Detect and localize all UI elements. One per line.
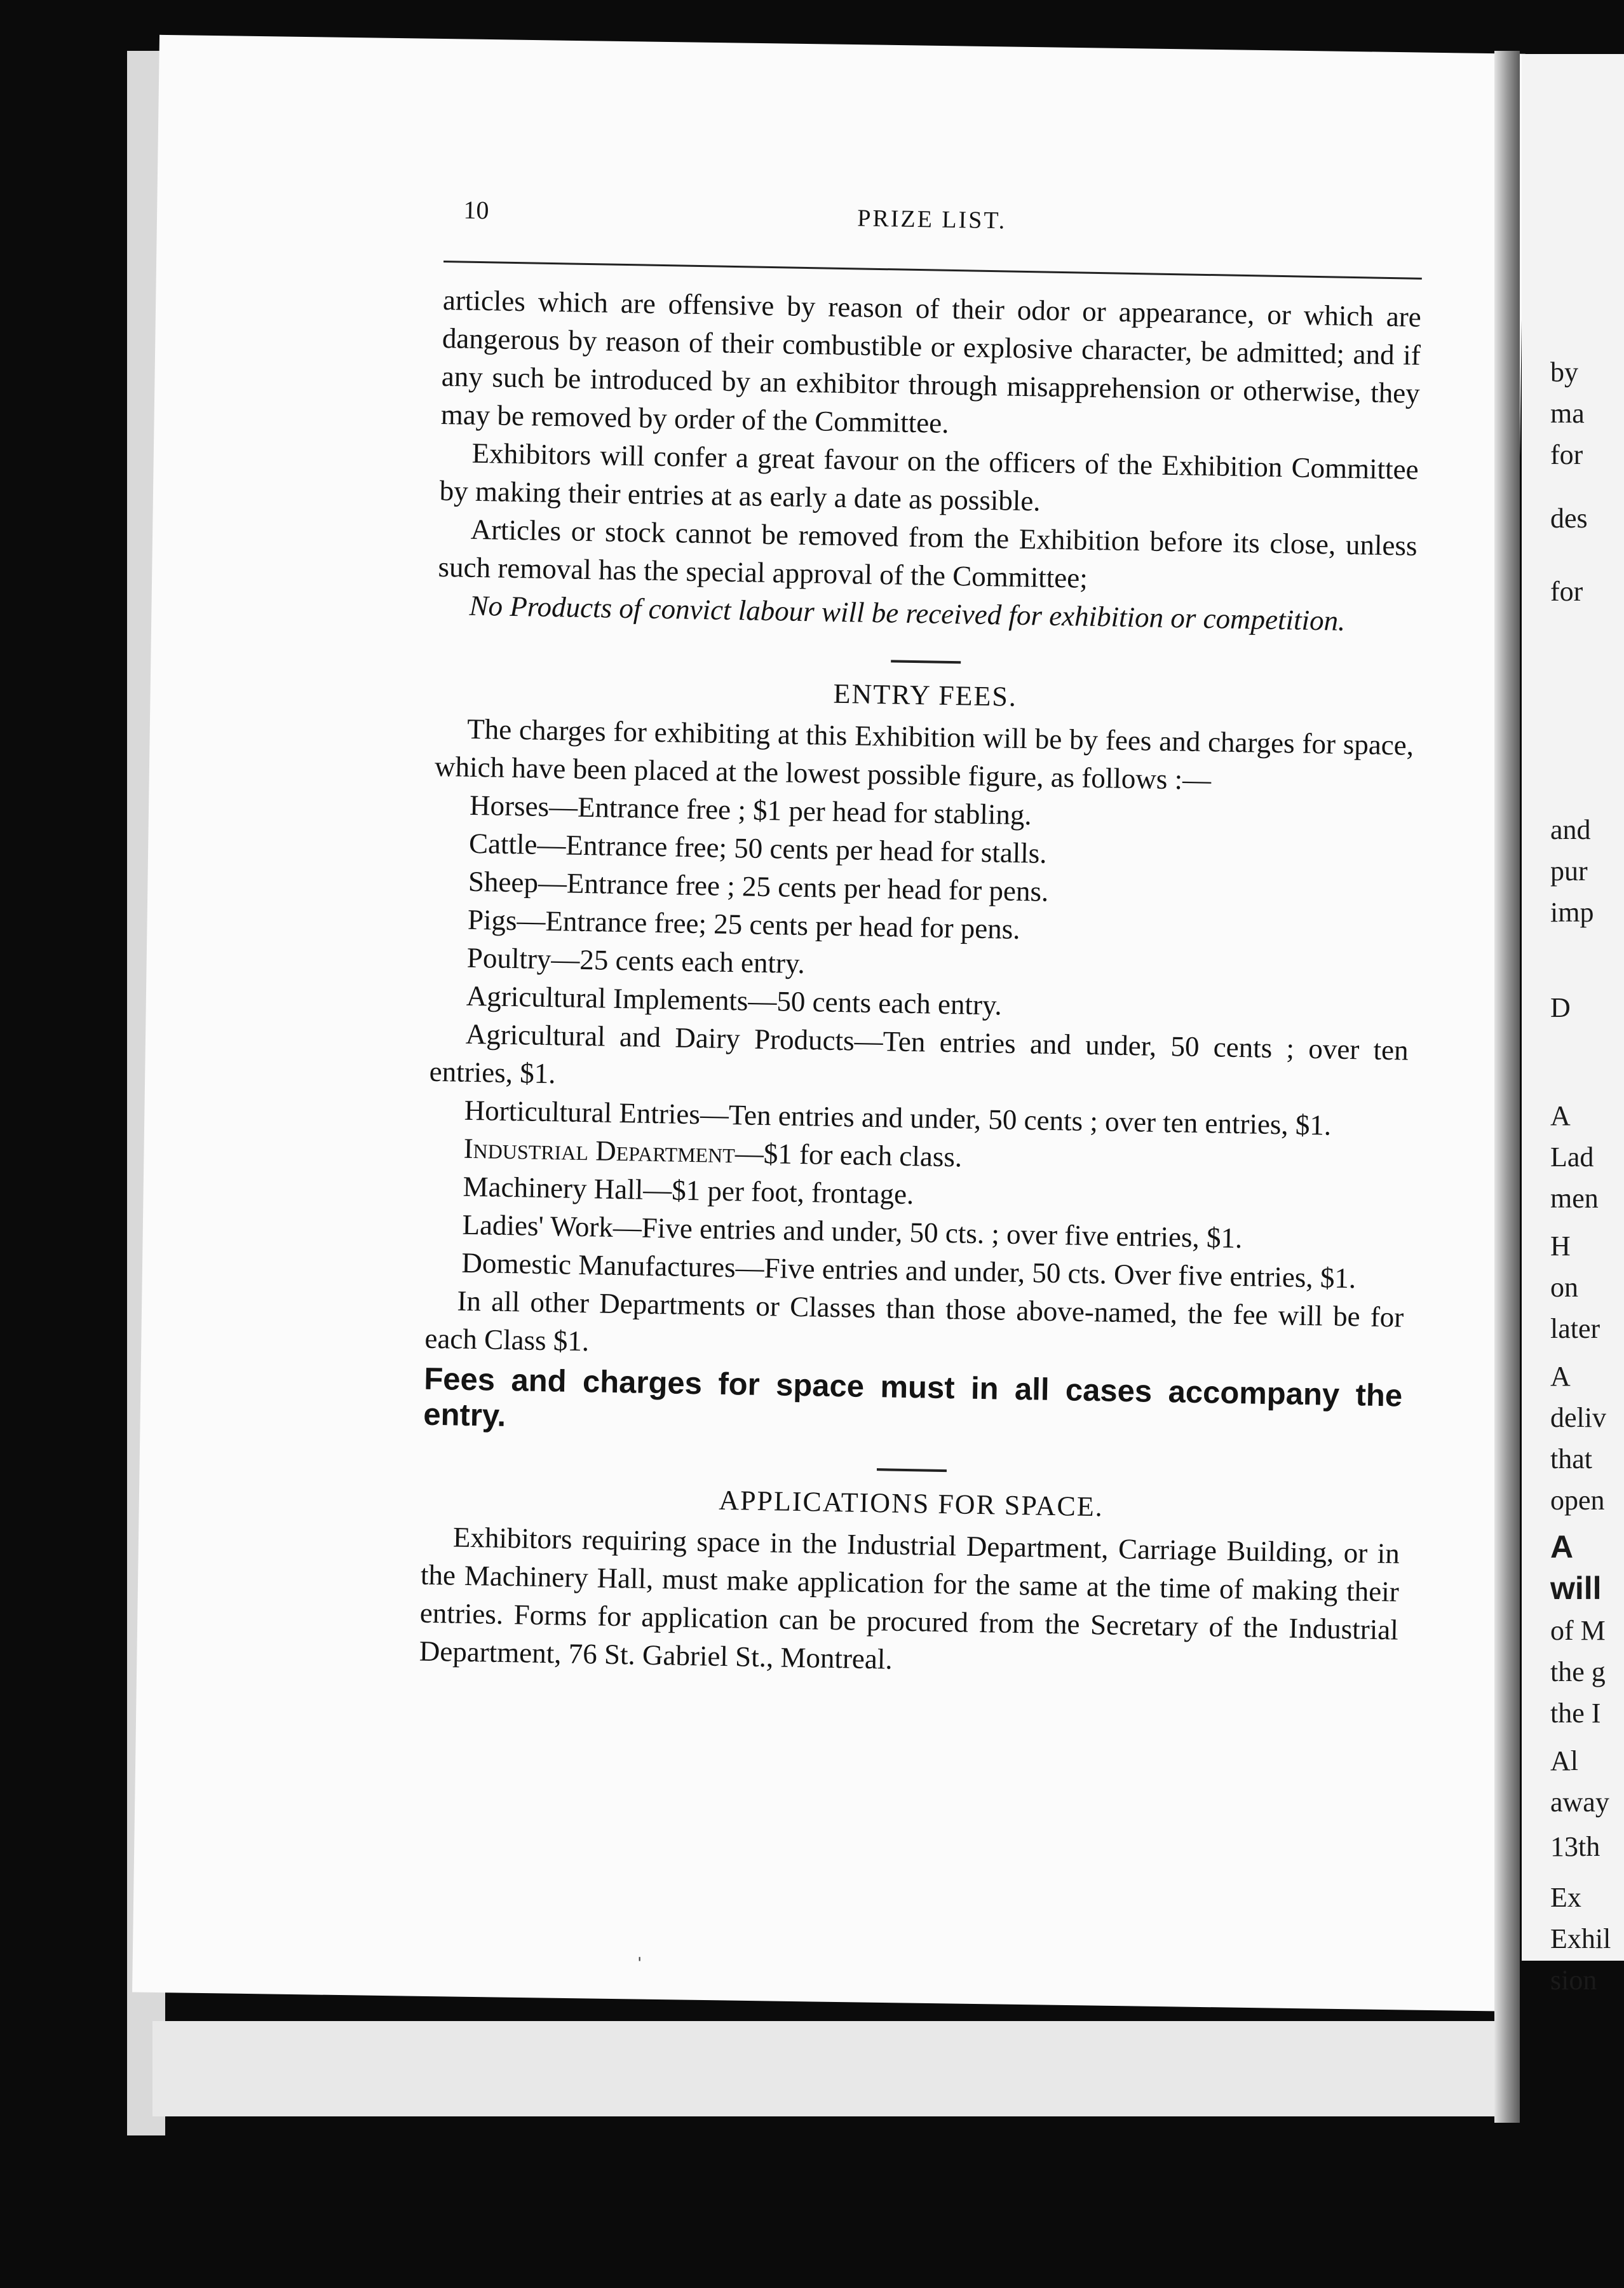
facing-page-word: H [1550, 1230, 1571, 1262]
facing-page-word: A [1550, 1100, 1571, 1131]
paragraph: Exhibitors requiring space in the Industrial Department, Carriage Building, or in the Machinery Hall, must make application for the same at the time of making their entries. Forms for application can be procured from the Secretary of the Industrial Department, 76 St. Gabriel St., Montreal. [419, 1521, 1400, 1675]
facing-page-word: Ex [1550, 1882, 1581, 1913]
fee-item: Poultry—25 cents each entry. [466, 941, 806, 980]
fee-item: Cattle—Entrance free; 50 cents per head for stalls. [468, 827, 1048, 869]
convict-labour-notice: No Products of convict labour will be received for exhibition or competition. [469, 589, 1346, 637]
facing-page-word: for [1550, 439, 1583, 470]
section-divider [877, 1468, 947, 1472]
book-gutter [1494, 51, 1520, 2123]
section-heading-entry-fees: ENTRY FEES. [833, 678, 1018, 712]
page-number: 10 [463, 195, 489, 225]
facing-page-word: pur [1550, 855, 1588, 887]
paragraph: Exhibitors will confer a great favour on the officers of the Exhibition Committee by making their entries at as early a date as possible. [439, 437, 1419, 517]
fee-item: Domestic Manufactures—Five entries and under, 50 cts. Over five entries, $1. [461, 1246, 1357, 1295]
facing-page-word: Al [1550, 1745, 1578, 1776]
facing-page-word: deliv [1550, 1402, 1606, 1433]
facing-page-word: for [1550, 576, 1583, 607]
fee-item: Sheep—Entrance free ; 25 cents per head for pens. [468, 865, 1049, 908]
industrial-department-fee: —$1 for each class. [734, 1137, 963, 1173]
facing-page-word: that [1550, 1443, 1592, 1474]
fee-item: Ladies' Work—Five entries and under, 50 cts. ; over five entries, $1. [462, 1208, 1243, 1255]
header-rule [443, 261, 1422, 280]
facing-page-word: Exhil [1550, 1923, 1611, 1954]
fee-item: Machinery Hall—$1 per foot, frontage. [463, 1170, 914, 1211]
fee-item: Pigs—Entrance free; 25 cents per head for pens. [467, 903, 1020, 945]
facing-page-word: the g [1550, 1656, 1606, 1687]
page-bottom-edge [152, 2021, 1512, 2116]
facing-page-word: men [1550, 1183, 1599, 1214]
facing-page-word: the I [1550, 1698, 1601, 1729]
facing-page-word: open [1550, 1485, 1605, 1516]
facing-page-word: will [1550, 1570, 1602, 1606]
paragraph: The charges for exhibiting at this Exhibition will be by fees and charges for space, which have been placed at the lowest possible figure, as follows :— [434, 712, 1414, 796]
facing-page-word: by [1550, 357, 1578, 388]
facing-page-word: 13th [1550, 1831, 1600, 1862]
fee-item: Agricultural Implements—50 cents each entry. [466, 979, 1003, 1021]
facing-page-word: ma [1550, 398, 1585, 429]
industrial-department-label: Industrial Department [463, 1132, 736, 1169]
facing-page-word: des [1550, 503, 1588, 534]
facing-page-word: and [1550, 814, 1591, 845]
facing-page-word: A [1550, 1529, 1574, 1565]
paragraph: articles which are offensive by reason of their odor or appearance, or which are dangerous by reason of their combustible or explosive character, be admitted; and if any such be introduced by an exhibitor through misapprehension or otherwise, they may be removed by order of the Committee. [440, 283, 1422, 439]
facing-page-word: Lad [1550, 1141, 1594, 1173]
section-divider [891, 660, 961, 664]
section-heading-applications: APPLICATIONS FOR SPACE. [718, 1484, 1104, 1523]
running-title: PRIZE LIST. [856, 205, 1007, 235]
facing-page-word: away [1550, 1787, 1609, 1818]
facing-page-word: of M [1550, 1615, 1606, 1646]
paragraph: In all other Departments or Classes than those above-named, the fee will be for each Class $1. [424, 1284, 1404, 1358]
facing-page-word: sion [1550, 1965, 1597, 1996]
fees-notice: Fees and charges for space must in all cases accompany the entry. [423, 1361, 1403, 1433]
facing-page-word: imp [1550, 897, 1594, 928]
facing-page-word: A [1550, 1361, 1571, 1392]
fee-item: Horticultural Entries—Ten entries and under, 50 cents ; over ten entries, $1. [464, 1094, 1332, 1141]
fee-item: Agricultural and Dairy Products—Ten entries and under, 50 cents ; over ten entries, $1. [429, 1018, 1409, 1090]
body-text [419, 281, 1421, 1687]
facing-page-word: later [1550, 1313, 1600, 1344]
page-content [419, 191, 1423, 1687]
paragraph: Articles or stock cannot be removed from the Exhibition before its close, unless such removal has the special approval of the Committee; [438, 513, 1418, 594]
print-speck: ˌ [635, 1933, 644, 1961]
fee-item: Horses—Entrance free ; $1 per head for stabling. [469, 789, 1032, 831]
facing-page-word: on [1550, 1272, 1578, 1303]
facing-page-word: D [1550, 992, 1571, 1023]
